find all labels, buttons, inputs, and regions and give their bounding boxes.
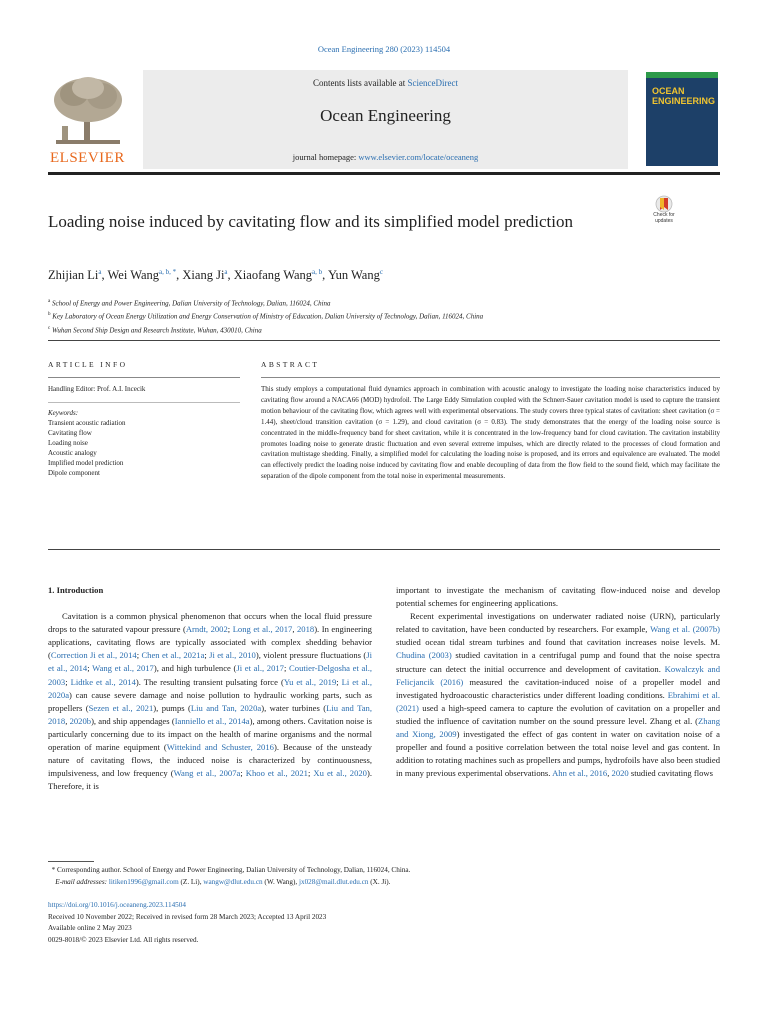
- contents-line: [143, 78, 628, 88]
- elsevier-wordmark: ELSEVIER: [50, 150, 125, 166]
- article-info-heading: ARTICLE INFO: [48, 360, 128, 369]
- cover-stripe: [646, 72, 718, 78]
- abstract-text: This study employs a computational fluid dynamics approach in combination with acoustic analogy to investigate the loading noise characteristics induced by cavitating flow around a NACA66 (MOD) hydrofoil. The Large Eddy Simulation coupled with the Schnerr-Sauer cavitation model is used to capture the transient motion behaviour of the cavitating flow, which agrees well with experimental observations. The study covers three typical states of cavitation: sheet cavitation (σ = 1.44), sheet/cloud transition cavitation (σ = 1.29), and cloud cavitation (σ = 0.83). The study demonstrates that the energy of the loading noise source is concentrated in the middle-frequency band for sheet cavitation, while it is concentrated in the low-frequency band for cloud cavitation. The cavitation instability promotes loading noise to generate drastic fluctuation and even several extreme impulses, which are directly related to the processes of cloud formation and cavitation multistage shedding. Finally, a simplified model for calculating the loading noise is proposed, and its errors and equivalence are evaluated. The model can effectively predict the loading noise induced by cavitating flow and enable decoupling of data from the flow field to the sound field, which may facilitate the separation of the dipole component from the total noise in experimental measurements.: [261, 385, 720, 481]
- doi-link[interactable]: https://doi.org/10.1016/j.oceaneng.2023.114504: [48, 901, 186, 909]
- article-info: [48, 360, 240, 478]
- author[interactable]: Xiaofang Wang$^{a, b}$: [233, 268, 323, 283]
- author[interactable]: Xiang Ji$^a$: [182, 268, 228, 283]
- title-block-rule: [48, 340, 720, 341]
- cover-title-line-2: ENGINEERING: [652, 96, 716, 106]
- introduction-paragraph: Cavitation is a common physical phenomenon that occurs when the local fluid pressure drops to the saturated vapour pressure (Arndt, 2002; Long et al., 2017, 2018). In engineering applications, cavitating flows are typically associated with complex shedding behavior (Correction Ji et al., 2014; Chen et al., 2021a; Ji et al., 2010), violent pressure fluctuations (Ji et al., 2014; Wang et al., 2017), and high turbulence (Ji et al., 2017; Coutier-Delgosha et al., 2003; Lidtke et al., 2014). The resulting transient pulsating force (Yu et al., 2019; Li et al., 2020a) can cause severe damage and noise pollution to hydraulic working parts, such as propellers (Sezen et al., 2021), pumps (Liu and Tan, 2020a), water turbines (Liu and Tan, 2018, 2020b), and ship appendages (Ianniello et al., 2014a), among others. Cavitation noise is particularly concerning due to its impact on the health of marine organisms and the normal operation of marine equipment (Wittekind and Schuster, 2016). Because of the unsteady nature of cavitating flows, the induced noise is characterized by continuousness, impulsiveness, and low frequency (Wang et al., 2007a; Khoo et al., 2021; Xu et al., 2020). Therefore, it is: [48, 611, 373, 792]
- article-title: Loading noise induced by cavitating flow and its simplified model prediction: [48, 212, 573, 231]
- handling-editor: Handling Editor: Prof. A.I. Incecik: [48, 385, 146, 393]
- available-online: Available online 2 May 2023: [48, 924, 132, 932]
- journal-title: Ocean Engineering: [320, 106, 451, 125]
- abstract-rule: [261, 377, 720, 378]
- author-list: Zhijian Li$^a$, Wei Wang$^{a, b, *}$, Xiang Ji$^a$, Xiaofang Wang$^{a, b}$, Yun Wang$^c$: [48, 268, 383, 283]
- contents-prefix: Contents lists available at: [313, 78, 408, 88]
- affiliation: $^c$ Wuhan Second Ship Design and Research Institute, Wuhan, 430010, China: [48, 325, 262, 334]
- check-for-updates-label: Check for updates: [653, 212, 675, 224]
- keywords-rule: [48, 402, 240, 403]
- check-for-updates-badge[interactable]: [646, 195, 682, 231]
- journal-cover-thumbnail[interactable]: [646, 72, 718, 166]
- body-column-left: [48, 584, 372, 793]
- email-link[interactable]: jx028@mail.dlut.edu.cn: [298, 878, 369, 886]
- sciencedirect-link[interactable]: ScienceDirect: [407, 78, 458, 88]
- abstract-bottom-rule: [48, 549, 720, 550]
- author[interactable]: Wei Wang$^{a, b, *}$: [107, 268, 177, 283]
- keyword: Loading noise: [48, 439, 88, 447]
- elsevier-tree-icon: [48, 74, 128, 148]
- author[interactable]: Yun Wang$^c$: [327, 268, 383, 283]
- header-rule: [48, 172, 720, 175]
- affiliation: $^a$ School of Energy and Power Engineering, Dalian University of Technology, Dalian, 116024, China: [48, 299, 331, 308]
- homepage-prefix: journal homepage:: [292, 152, 359, 162]
- cover-title: [652, 86, 715, 106]
- copyright-line: 0029-8018/© 2023 Elsevier Ltd. All rights reserved.: [48, 935, 199, 944]
- keywords-label: Keywords:: [48, 409, 79, 417]
- keyword-list: [48, 418, 240, 478]
- affiliation: $^b$ Key Laboratory of Ocean Energy Utilization and Energy Conservation of Ministry of Education, Dalian University of Technology, Dalian, 116024, China: [48, 312, 484, 321]
- bookmark-icon: [646, 195, 682, 213]
- email-link[interactable]: litiken1996@gmail.com: [108, 878, 179, 886]
- keyword: Transient acoustic radiation: [48, 419, 126, 427]
- keyword: Cavitating flow: [48, 429, 92, 437]
- footnotes: [48, 864, 720, 888]
- received-dates: Received 10 November 2022; Received in revised form 28 March 2023; Accepted 13 April 2023: [48, 912, 327, 921]
- cover-title-line-1: OCEAN: [652, 86, 685, 96]
- journal-reference[interactable]: Ocean Engineering 280 (2023) 114504: [317, 44, 451, 54]
- keyword: Implified model prediction: [48, 459, 124, 467]
- body-column-right: [396, 584, 720, 780]
- footnote-rule: [48, 861, 94, 862]
- corresponding-author-note: * Corresponding author. School of Energy and Power Engineering, Dalian University of Technology, Dalian, 116024, China.: [48, 866, 411, 874]
- abstract: [261, 360, 720, 482]
- journal-homepage-line: [143, 152, 628, 162]
- email-addresses: E-mail addresses: litiken1996@gmail.com (Z. Li), wangw@dlut.edu.cn (W. Wang), jx028@mail.dlut.edu.cn (X. Ji).: [55, 878, 391, 886]
- elsevier-logo[interactable]: [48, 74, 128, 166]
- keyword: Acoustic analogy: [48, 449, 97, 457]
- section-heading-introduction: 1. Introduction: [48, 585, 104, 595]
- affiliations: [48, 296, 483, 336]
- article-info-rule: [48, 377, 240, 378]
- abstract-heading: ABSTRACT: [261, 360, 320, 369]
- keyword: Dipole component: [48, 469, 100, 477]
- homepage-link[interactable]: www.elsevier.com/locate/oceaneng: [358, 152, 479, 162]
- email-link[interactable]: wangw@dlut.edu.cn: [203, 878, 263, 886]
- introduction-paragraphs: important to investigate the mechanism of cavitating flow-induced noise and develop potential schemes for engineering applications. Recent experimental investigations on underwater radiated noise (URN), particularly related to cavitation, have been conducted by researchers. For example, Wang et al. (2007b) studied ocean tidal stream turbines and found that cavitation increases noise levels. M. Chudina (2003) studied cavitation in a centrifugal pump and found that the noise spectra structure can detect the initial occurrence and development of cavitation. Kowalczyk and Felicjancik (2016) measured the cavitation-induced noise of a propeller model and investigated hydroacoustic characteristics under different loading conditions. Ebrahimi et al. (2021) used a high-speed camera to capture the evolution of cavitation on a propeller and studied the influence of cavitation number on the sound pressure level. Zhang et al. (Zhang and Xiong, 2009) investigated the effect of gas content in water on cavitation noise of a propeller and found a positive correlation between the total noise level and gas content. In addition to rotating machines such as propellers and pumps, hydrofoils have also been studied in many previous experimental observations. Ahn et al., 2016, 2020 studied cavitating flows: [396, 585, 720, 779]
- author[interactable]: Zhijian Li$^a$: [48, 268, 102, 283]
- bibliographic-info: [48, 900, 720, 946]
